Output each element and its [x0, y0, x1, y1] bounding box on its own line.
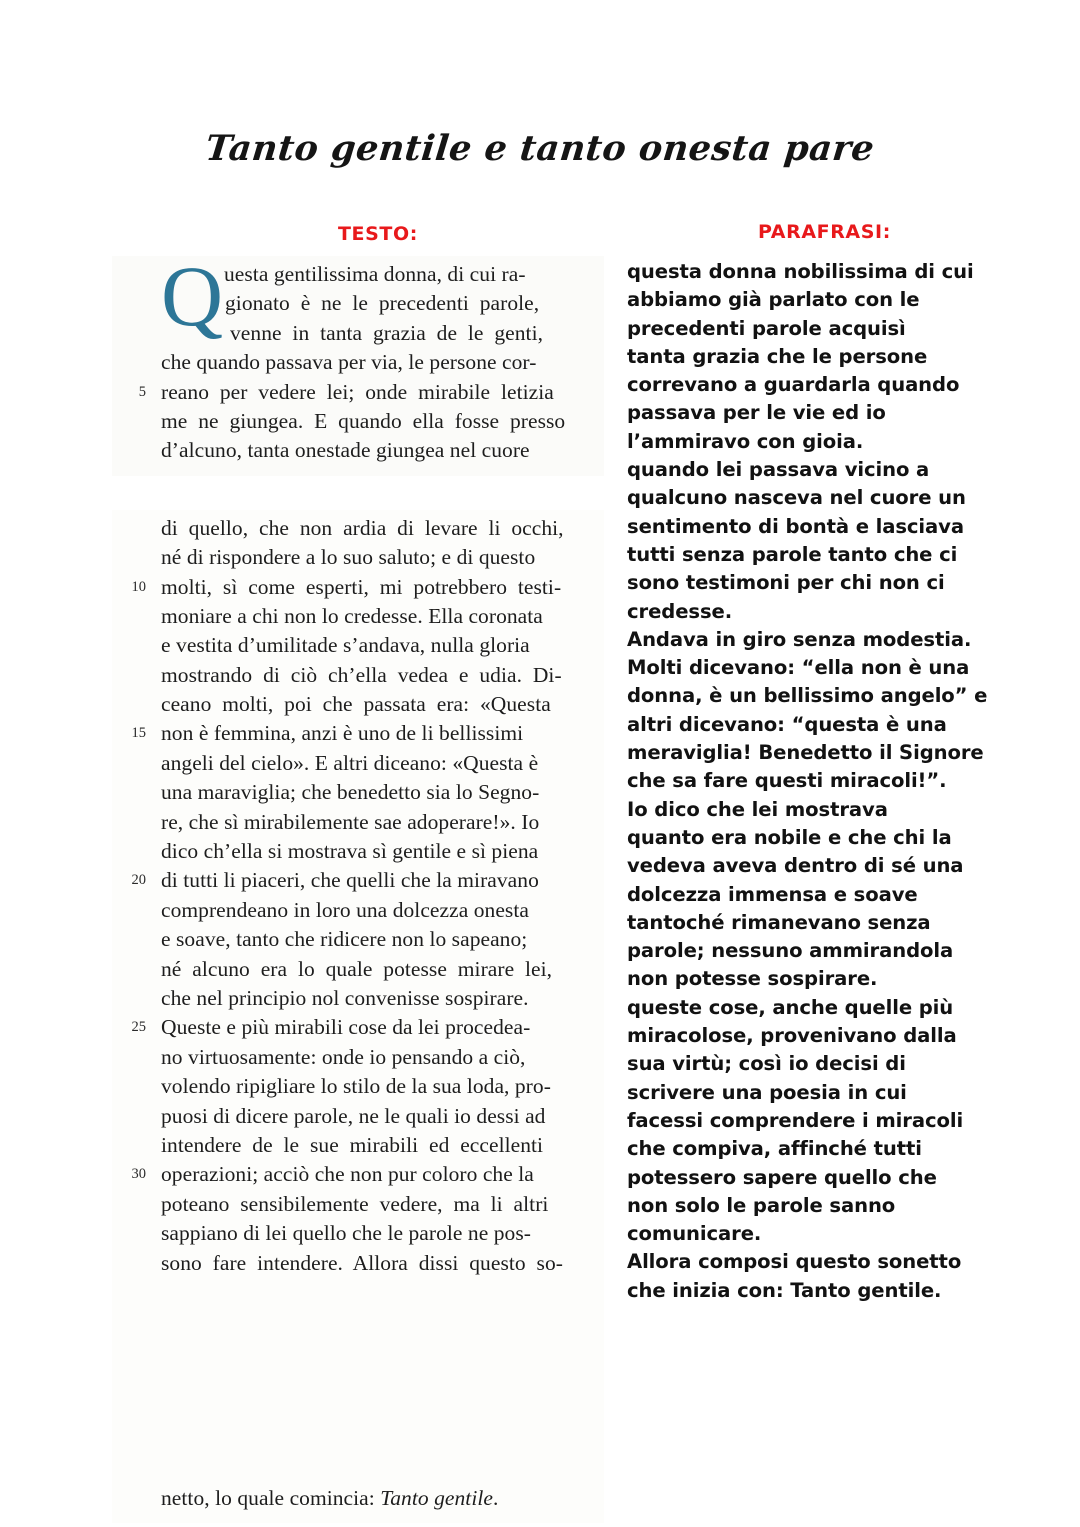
text-line-final: [112, 1484, 604, 1513]
line-text: che nel principio nol convenisse sospirare.: [161, 985, 529, 1010]
testo-column: [112, 248, 604, 1523]
parafrasi-line: sono testimoni per chi non ci: [627, 571, 945, 595]
parafrasi-line: questa donna nobilissima di cui: [627, 260, 974, 283]
line-text: comprendeano in loro una dolcezza onesta: [161, 897, 529, 922]
text-line: [112, 1043, 604, 1072]
text-line: [112, 1278, 604, 1307]
parafrasi-line: Allora composi questo sonetto: [627, 1250, 962, 1274]
parafrasi-line: tanta grazia che le persone: [627, 344, 928, 368]
line-text: sono fare intendere. Allora dissi questo so-: [161, 1250, 563, 1275]
text-line: [112, 1131, 604, 1160]
parafrasi-line: tantoché rimanevano senza: [627, 910, 931, 934]
parafrasi-line: sua virtù; così io decisi di: [627, 1052, 906, 1076]
parafrasi-line: credesse.: [627, 599, 733, 623]
column-header-testo: TESTO:: [338, 223, 418, 245]
parafrasi-line: qualcuno nasceva nel cuore un: [627, 486, 966, 510]
line-text: puosi di dicere parole, ne le quali io dessi ad: [161, 1103, 546, 1128]
block-divider: [112, 476, 604, 510]
parafrasi-line: non potesse sospirare.: [627, 967, 878, 991]
text-line: [112, 1395, 604, 1424]
line-number: 5: [138, 383, 146, 400]
line-text: né di rispondere a lo suo saluto; e di questo: [161, 545, 536, 570]
parafrasi-line: parole; nessuno ammirandola: [627, 939, 954, 963]
parafrasi-line: altri dicevano: “questa è una: [627, 712, 947, 736]
parafrasi-line: che inizia con: Tanto gentile.: [627, 1278, 942, 1302]
line-text: non è femmina, anzi è uno de li bellissimi: [161, 721, 524, 746]
line-text: e soave, tanto che ridicere non lo sapeano;: [161, 927, 528, 952]
parafrasi-line: che sa fare questi miracoli!”.: [627, 769, 947, 793]
parafrasi-line: Andava in giro senza modestia.: [627, 627, 972, 651]
line-text: d’alcuno, tanta onestade giungea nel cuore: [161, 438, 530, 463]
parafrasi-line: donna, è un bellissimo angelo” e: [627, 684, 988, 708]
text-line: [112, 514, 604, 543]
line-text-italic: Tanto gentile: [380, 1485, 493, 1510]
text-line: [112, 407, 604, 436]
text-line: [112, 1219, 604, 1248]
text-line: [112, 1454, 604, 1483]
line-text: operazioni; acciò che non pur coloro che la: [161, 1162, 534, 1187]
line-text: né alcuno era lo quale potesse mirare lei,: [161, 956, 553, 981]
parafrasi-line: Io dico che lei mostrava: [627, 797, 888, 821]
parafrasi-line: precedenti parole acquisì: [627, 316, 906, 340]
line-text: dico ch’ella si mostrava sì gentile e sì piena: [161, 839, 539, 864]
drop-cap: Q: [161, 248, 224, 344]
line-text: mostrando di ciò ch’ella vedea e udia. Di-: [161, 662, 562, 687]
parafrasi-line: passava per le vie ed io: [627, 401, 886, 425]
text-line: [112, 319, 604, 348]
line-text-prefix: netto, lo quale comincia:: [161, 1485, 381, 1510]
column-header-parafrasi: PARAFRASI:: [758, 221, 891, 243]
line-text: intendere de le sue mirabili ed eccellenti: [161, 1132, 544, 1157]
parafrasi-line: quanto era nobile e che chi la: [627, 825, 952, 849]
line-text: molti, sì come esperti, mi potrebbero testi-: [161, 574, 562, 599]
line-text: poteano sensibilemente vedere, ma li altri: [161, 1191, 549, 1216]
text-line: [112, 573, 604, 602]
text-line: [112, 1072, 604, 1101]
line-text: ceano molti, poi che passata era: «Questa: [161, 692, 551, 717]
text-line: [112, 1337, 604, 1366]
parafrasi-line: comunicare.: [627, 1222, 762, 1246]
text-line: [112, 749, 604, 778]
text-line: [112, 661, 604, 690]
parafrasi-line: che compiva, affinché tutti: [627, 1137, 922, 1161]
parafrasi-line: facessi comprendere i miracoli: [627, 1108, 964, 1132]
text-line: [112, 436, 604, 465]
text-line: [112, 378, 604, 407]
text-line: [112, 1013, 604, 1042]
text-line: [112, 866, 604, 895]
text-line: [112, 1190, 604, 1219]
parafrasi-line: dolcezza immensa e soave: [627, 882, 918, 906]
parafrasi-line: vedeva aveva dentro di sé una: [627, 854, 964, 878]
text-line: [112, 543, 604, 572]
parafrasi-line: scrivere una poesia in cui: [627, 1080, 907, 1104]
parafrasi-line: sentimento di bontà e lasciava: [627, 514, 964, 538]
line-text: re, che sì mirabilemente sae adoperare!». Io: [161, 809, 540, 834]
text-line: [112, 1307, 604, 1336]
parafrasi-line: potessero sapere quello che: [627, 1165, 937, 1189]
text-line: [112, 1249, 604, 1278]
text-line: [112, 602, 604, 631]
parafrasi-line: quando lei passava vicino a: [627, 458, 930, 482]
parafrasi-line: tutti senza parole tanto che ci: [627, 542, 958, 566]
text-line: [112, 808, 604, 837]
text-line: [112, 778, 604, 807]
line-text-suffix: .: [492, 1485, 499, 1510]
parafrasi-line: correvano a guardarla quando: [627, 373, 960, 397]
parafrasi-line: meraviglia! Benedetto il Signore: [627, 741, 984, 765]
line-text: e vestita d’umilitade s’andava, nulla gloria: [161, 633, 530, 658]
line-text: reano per vedere lei; onde mirabile letizia: [161, 379, 554, 404]
text-line: [112, 955, 604, 984]
text-line: [112, 348, 604, 377]
text-line: [112, 896, 604, 925]
line-text: gionato è ne le precedenti parole,: [225, 291, 540, 316]
line-number: 25: [131, 1019, 146, 1036]
line-text: di quello, che non ardia di levare li occhi,: [161, 515, 564, 540]
text-line: [112, 1425, 604, 1454]
line-text: che quando passava per via, le persone cor-: [161, 350, 537, 375]
parafrasi-line: abbiamo già parlato con le: [627, 288, 920, 312]
text-line: [112, 1160, 604, 1189]
text-line: [112, 719, 604, 748]
page-title: Tanto gentile e tanto onesta pare: [203, 128, 877, 169]
text-line: [112, 690, 604, 719]
line-text: angeli del cielo». E altri diceano: «Questa è: [161, 750, 539, 775]
line-text: moniare a chi non lo credesse. Ella coronata: [161, 603, 543, 628]
text-line: [112, 260, 604, 289]
text-line: [112, 1102, 604, 1131]
line-text: no virtuosamente: onde io pensando a ciò,: [161, 1044, 526, 1069]
line-text: uesta gentilissima donna, di cui ra-: [224, 262, 526, 286]
testo-block-one: [112, 248, 604, 476]
line-text: me ne giungea. E quando ella fosse presso: [161, 408, 566, 433]
line-text: di tutti li piaceri, che quelli che la miravano: [161, 868, 539, 893]
line-text: Queste e più mirabili cose da lei procedea-: [161, 1015, 531, 1040]
line-number: 10: [131, 578, 146, 595]
parafrasi-line: l’ammiravo con gioia.: [627, 429, 864, 453]
text-line: [112, 289, 604, 318]
parafrasi-line: miracolose, provenivano dalla: [627, 1024, 957, 1048]
line-number: 20: [131, 872, 146, 889]
parafrasi-column: [627, 258, 1012, 1305]
line-text: una maraviglia; che benedetto sia lo Segno-: [161, 780, 540, 805]
testo-block-two: [112, 510, 604, 1523]
parafrasi-line: non solo le parole sanno: [627, 1193, 896, 1217]
line-text: volendo ripigliare lo stilo de la sua loda, pro-: [161, 1074, 551, 1099]
line-text: sappiano di lei quello che le parole ne pos-: [161, 1221, 531, 1246]
text-line: [112, 631, 604, 660]
text-line: [112, 837, 604, 866]
line-number: 15: [131, 725, 146, 742]
text-line: [112, 925, 604, 954]
text-line: [112, 1366, 604, 1395]
line-text: venne in tanta grazia de le genti,: [230, 320, 544, 345]
parafrasi-line: Molti dicevano: “ella non è una: [627, 656, 970, 680]
text-line: [112, 984, 604, 1013]
line-number: 30: [131, 1166, 146, 1183]
parafrasi-line: queste cose, anche quelle più: [627, 995, 954, 1019]
